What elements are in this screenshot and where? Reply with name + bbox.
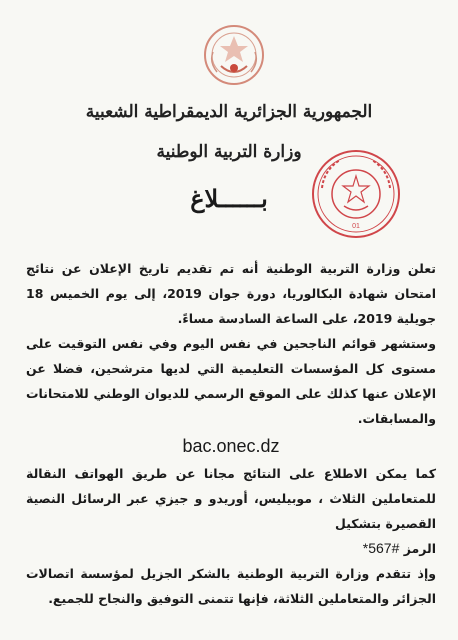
sms-code-label: الرمز [403,541,436,556]
paragraph-3: كما يمكن الاطلاع على النتائج مجانا عن طريق الهواتف النقالة للمتعاملين الثلاث ، موبيليس، أوريدو و جيزي عبر الرسائل النصية القصيرة بتشكيل [26,466,436,531]
sms-code-line [26,536,436,561]
announcement-title: بــــــلاغ [190,184,268,213]
website-link[interactable]: bac.onec.dz [182,436,280,456]
stamp-number: 01 [352,223,360,230]
announcement-body [26,256,436,611]
paragraph-2: وستشهر قوائم الناجحين في نفس اليوم وفي نفس التوقيت على مستوى كل المؤسسات التعليمية التي لديها مترشحين، فضلا عن الإعلان عنها كذلك على الموقع الرسمي للديوان الوطني للامتحانات والمسابقات. [26,336,436,426]
sms-code: #567* [362,540,400,556]
ministry-heading: وزارة التربية الوطنية [156,142,302,162]
paragraph-4: وإذ تتقدم وزارة التربية الوطنية بالشكر الجزيل لمؤسسة اتصالات الجزائر والمتعاملين الثلاثة، فإنها تتمنى التوفيق والنجاح للجميع. [26,566,436,606]
republic-heading: الجمهورية الجزائرية الديمقراطية الشعبية [85,102,373,122]
algeria-emblem-icon [203,22,265,88]
paragraph-1: تعلن وزارة التربية الوطنية أنه تم تقديم تاريخ الإعلان عن نتائج امتحان شهادة البكالوريا، دورة جوان 2019، إلى يوم الخميس 18 جويلية 2019، على الساعة السادسة مساءً. [26,261,436,326]
